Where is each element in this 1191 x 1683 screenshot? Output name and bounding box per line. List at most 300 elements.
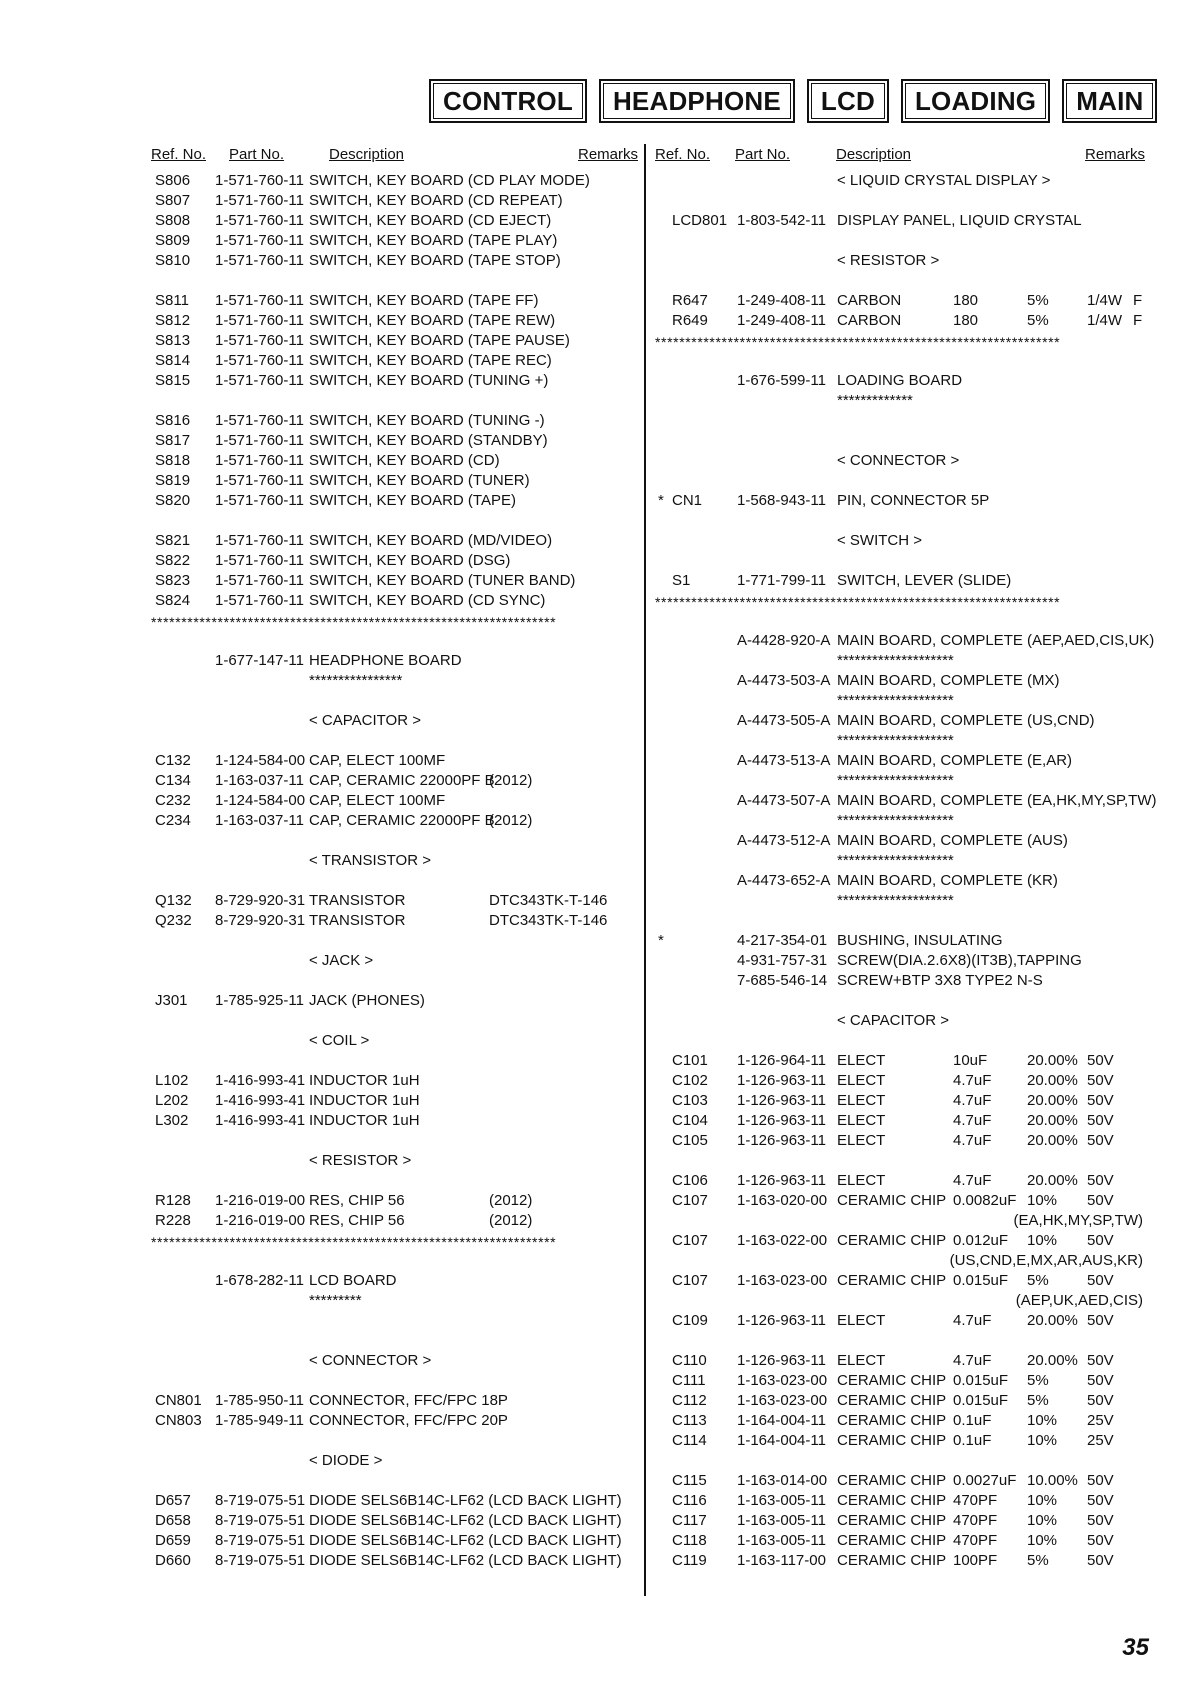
description: **************** (309, 672, 403, 689)
description: ELECT (837, 1352, 886, 1369)
part-no: 1-416-993-41 (215, 1072, 306, 1089)
tolerance: 20.00% (1027, 1172, 1078, 1189)
description: CERAMIC CHIP (837, 1552, 947, 1569)
section-separator: ******************************************************************* (151, 1234, 557, 1250)
parts-row (151, 892, 633, 912)
ref-no: S813 (155, 332, 191, 349)
parts-row (151, 292, 633, 312)
parts-row (151, 1512, 633, 1532)
blank-row (151, 1012, 633, 1032)
part-no: 1-249-408-11 (737, 312, 826, 329)
description: SWITCH, KEY BOARD (TAPE FF) (309, 292, 539, 309)
description-header: Description (836, 146, 912, 163)
value: 4.7uF (953, 1132, 992, 1149)
value: 470PF (953, 1512, 998, 1529)
parts-row (655, 972, 1143, 992)
parts-row (655, 732, 1143, 752)
tolerance: 5% (1027, 292, 1049, 309)
description: DIODE SELS6B14C-LF62 (LCD BACK LIGHT) (309, 1512, 622, 1529)
description: < CAPACITOR > (837, 1012, 949, 1029)
ref-no: C102 (672, 1072, 708, 1089)
rating: 50V (1087, 1272, 1114, 1289)
tolerance: 20.00% (1027, 1052, 1078, 1069)
description: ELECT (837, 1172, 886, 1189)
parts-row (151, 852, 633, 872)
parts-row (151, 1152, 633, 1172)
part-no: 1-416-993-41 (215, 1092, 306, 1109)
rating: 50V (1087, 1112, 1114, 1129)
destination-remark: (AEP,UK,AED,CIS) (1015, 1292, 1143, 1309)
rating: 50V (1087, 1512, 1114, 1529)
left-parts-list (151, 172, 633, 1572)
section-separator: ******************************************************************* (655, 594, 1061, 610)
rating: 50V (1087, 1392, 1114, 1409)
part-no: 1-678-282-11 (215, 1272, 304, 1289)
tab-label: HEADPHONE (603, 83, 791, 119)
blank-row (655, 1152, 1143, 1172)
ref-no: S824 (155, 592, 191, 609)
value: 4.7uF (953, 1172, 992, 1189)
ref-no: C107 (672, 1272, 708, 1289)
ref-no: C116 (672, 1492, 707, 1509)
part-no: 1-163-005-11 (737, 1512, 826, 1529)
value: 4.7uF (953, 1312, 992, 1329)
ref-no: CN801 (155, 1392, 202, 1409)
description: SWITCH, KEY BOARD (TUNER BAND) (309, 572, 576, 589)
description: BUSHING, INSULATING (837, 932, 1003, 949)
description: TRANSISTOR (309, 892, 406, 909)
ref-no: C107 (672, 1192, 708, 1209)
rating: 50V (1087, 1232, 1114, 1249)
part-no: 1-571-760-11 (215, 372, 304, 389)
description: CERAMIC CHIP (837, 1512, 947, 1529)
ref-no: C118 (672, 1532, 707, 1549)
description: SWITCH, KEY BOARD (TAPE REW) (309, 312, 556, 329)
blank-row (655, 992, 1143, 1012)
remarks: (2012) (489, 812, 533, 829)
part-no: 1-124-584-00 (215, 752, 306, 769)
ref-no: R649 (672, 312, 708, 329)
part-no: 1-571-760-11 (215, 472, 304, 489)
description: INDUCTOR 1uH (309, 1072, 420, 1089)
parts-row (151, 712, 633, 732)
description: < JACK > (309, 952, 374, 969)
part-no: 1-126-963-11 (737, 1352, 826, 1369)
ref-no: C115 (672, 1472, 707, 1489)
value: 0.015uF (953, 1372, 1009, 1389)
blank-row (655, 272, 1143, 292)
blank-row (151, 632, 633, 652)
remarks: (2012) (489, 1212, 533, 1229)
blank-row (655, 512, 1143, 532)
description: ************* (837, 392, 913, 409)
part-no: 1-568-943-11 (737, 492, 826, 509)
value: 470PF (953, 1532, 998, 1549)
parts-row (655, 1412, 1143, 1432)
description: JACK (PHONES) (309, 992, 425, 1009)
rating: 50V (1087, 1132, 1114, 1149)
parts-row (151, 572, 633, 592)
value: 0.1uF (953, 1412, 992, 1429)
parts-row (151, 992, 633, 1012)
rating: 50V (1087, 1472, 1114, 1489)
tolerance: 10% (1027, 1512, 1058, 1529)
description: < DIODE > (309, 1452, 383, 1469)
parts-row (655, 1052, 1143, 1072)
ref-no: C110 (672, 1352, 707, 1369)
ref-no: L302 (155, 1112, 189, 1129)
description: CERAMIC CHIP (837, 1472, 947, 1489)
description: CONNECTOR, FFC/FPC 20P (309, 1412, 508, 1429)
value: 0.012uF (953, 1232, 1009, 1249)
part-no: 1-785-949-11 (215, 1412, 304, 1429)
part-no: 1-126-964-11 (737, 1052, 826, 1069)
parts-row (151, 1352, 633, 1372)
part-no: 1-249-408-11 (737, 292, 826, 309)
parts-row (655, 292, 1143, 312)
description: LCD BOARD (309, 1272, 397, 1289)
tab-label: LOADING (905, 83, 1046, 119)
parts-row (151, 1452, 633, 1472)
part-no: 1-571-760-11 (215, 312, 304, 329)
ref-no: S815 (155, 372, 191, 389)
part-no: 1-571-760-11 (215, 452, 304, 469)
ref-no: R647 (672, 292, 708, 309)
blank-row (151, 1172, 633, 1192)
parts-row (151, 912, 633, 932)
parts-row (655, 1532, 1143, 1552)
parts-row (655, 1072, 1143, 1092)
description: ******************** (837, 892, 954, 909)
part-no: 1-571-760-11 (215, 232, 304, 249)
description: SWITCH, KEY BOARD (TUNING -) (309, 412, 545, 429)
description: < COIL > (309, 1032, 370, 1049)
blank-row (655, 472, 1143, 492)
section-tabs (429, 79, 1157, 123)
parts-row (151, 592, 633, 612)
description: CAP, CERAMIC 22000PF B (309, 812, 495, 829)
description: < CONNECTOR > (309, 1352, 432, 1369)
part-no: A-4473-512-A (737, 832, 831, 849)
parts-row (151, 432, 633, 452)
ref-no: C107 (672, 1232, 708, 1249)
tolerance: 10% (1027, 1432, 1058, 1449)
parts-row (655, 872, 1143, 892)
description: < RESISTOR > (837, 252, 940, 269)
description: SWITCH, KEY BOARD (CD REPEAT) (309, 192, 563, 209)
description: SCREW+BTP 3X8 TYPE2 N-S (837, 972, 1043, 989)
blank-row (151, 872, 633, 892)
part-no: 1-416-993-41 (215, 1112, 306, 1129)
parts-row (655, 212, 1143, 232)
parts-row (655, 572, 1143, 592)
blank-row (655, 912, 1143, 932)
part-no: 1-571-760-11 (215, 432, 304, 449)
rating: 50V (1087, 1052, 1114, 1069)
blank-row (151, 1372, 633, 1392)
value: 180 (953, 292, 979, 309)
part-no: A-4473-652-A (737, 872, 831, 889)
right-parts-column (655, 146, 1157, 1572)
rating: 50V (1087, 1352, 1114, 1369)
ref-no: L202 (155, 1092, 189, 1109)
destination-remark: (US,CND,E,MX,AR,AUS,KR) (949, 1252, 1143, 1269)
tab-main (1062, 79, 1157, 123)
description: DIODE SELS6B14C-LF62 (LCD BACK LIGHT) (309, 1532, 622, 1549)
ref-no: S808 (155, 212, 191, 229)
part-no: 1-163-023-00 (737, 1392, 828, 1409)
parts-row (655, 692, 1143, 712)
parts-row (151, 1072, 633, 1092)
parts-row (655, 832, 1143, 852)
tolerance: 10% (1027, 1532, 1058, 1549)
tolerance: 5% (1027, 1392, 1049, 1409)
tab-label: LCD (811, 83, 885, 119)
description: ELECT (837, 1052, 886, 1069)
description: SWITCH, KEY BOARD (TAPE REC) (309, 352, 552, 369)
parts-row (151, 372, 633, 392)
part-no: 1-676-599-11 (737, 372, 826, 389)
part-no: 1-126-963-11 (737, 1072, 826, 1089)
ref-no: S817 (155, 432, 191, 449)
remarks: DTC343TK-T-146 (489, 912, 608, 929)
ref-no: S806 (155, 172, 191, 189)
description: ELECT (837, 1072, 886, 1089)
description: RES, CHIP 56 (309, 1192, 405, 1209)
ref-no: C101 (672, 1052, 708, 1069)
parts-row (151, 212, 633, 232)
part-no: 1-163-023-00 (737, 1372, 828, 1389)
parts-row (151, 472, 633, 492)
parts-row (655, 1132, 1143, 1152)
description: SWITCH, LEVER (SLIDE) (837, 572, 1012, 589)
part-no: 1-163-005-11 (737, 1492, 826, 1509)
parts-row (151, 1292, 633, 1312)
parts-row (151, 792, 633, 812)
destination-note (655, 1212, 1143, 1232)
blank-row (151, 1052, 633, 1072)
parts-row (655, 1172, 1143, 1192)
blank-row (151, 692, 633, 712)
rating: 25V (1087, 1412, 1114, 1429)
blank-row (655, 432, 1143, 452)
ref-no: S807 (155, 192, 191, 209)
blank-row (655, 352, 1143, 372)
parts-row (151, 1392, 633, 1412)
value: 100PF (953, 1552, 998, 1569)
value: 180 (953, 312, 979, 329)
ref-no: Q232 (155, 912, 192, 929)
blank-row (655, 1452, 1143, 1472)
parts-row (655, 172, 1143, 192)
part-no: 1-126-963-11 (737, 1092, 826, 1109)
blank-row (151, 932, 633, 952)
ref-no: D660 (155, 1552, 191, 1569)
parts-row (151, 1272, 633, 1292)
part-no: 8-719-075-51 (215, 1552, 306, 1569)
tolerance: 5% (1027, 312, 1049, 329)
part-no: 1-571-760-11 (215, 352, 304, 369)
remarks: DTC343TK-T-146 (489, 892, 608, 909)
parts-row (655, 1112, 1143, 1132)
ref-no: LCD801 (672, 212, 728, 229)
description: SWITCH, KEY BOARD (TAPE) (309, 492, 516, 509)
ref-no: L102 (155, 1072, 189, 1089)
blank-row (151, 832, 633, 852)
ref-no: C234 (155, 812, 191, 829)
description: CERAMIC CHIP (837, 1372, 947, 1389)
parts-row (655, 1192, 1143, 1212)
parts-row (151, 1492, 633, 1512)
parts-row (655, 1492, 1143, 1512)
part-no: 1-785-925-11 (215, 992, 304, 1009)
parts-row (151, 532, 633, 552)
ref-no: C119 (672, 1552, 707, 1569)
tolerance: 10% (1027, 1412, 1058, 1429)
description: ******************** (837, 772, 954, 789)
part-no: 1-164-004-11 (737, 1412, 826, 1429)
description: SWITCH, KEY BOARD (CD SYNC) (309, 592, 546, 609)
part-no: 1-126-963-11 (737, 1172, 826, 1189)
part-no: 1-163-117-00 (737, 1552, 826, 1569)
description: CARBON (837, 292, 902, 309)
part-no: A-4473-503-A (737, 672, 831, 689)
parts-row (655, 1512, 1143, 1532)
parts-row (151, 352, 633, 372)
part-no: 1-126-963-11 (737, 1312, 826, 1329)
parts-row (151, 492, 633, 512)
tolerance: 5% (1027, 1272, 1049, 1289)
ref-no: C109 (672, 1312, 708, 1329)
parts-row (151, 252, 633, 272)
part-no: 1-677-147-11 (215, 652, 304, 669)
parts-row (151, 192, 633, 212)
parts-row (655, 752, 1143, 772)
description: SWITCH, KEY BOARD (DSG) (309, 552, 511, 569)
tolerance: 20.00% (1027, 1352, 1078, 1369)
parts-row (655, 312, 1143, 332)
ref-no: CN803 (155, 1412, 202, 1429)
description: ******************** (837, 652, 954, 669)
blank-row (151, 272, 633, 292)
ref-no: S814 (155, 352, 191, 369)
tab-loading (901, 79, 1050, 123)
part-no: A-4428-920-A (737, 632, 831, 649)
tolerance: 10% (1027, 1192, 1058, 1209)
parts-row (151, 952, 633, 972)
parts-row (655, 1472, 1143, 1492)
ref-no: S809 (155, 232, 191, 249)
value: 4.7uF (953, 1112, 992, 1129)
remarks-header: Remarks (1085, 146, 1146, 163)
remarks: (2012) (489, 772, 533, 789)
description: SWITCH, KEY BOARD (TAPE PLAY) (309, 232, 558, 249)
parts-row (655, 812, 1143, 832)
tolerance: 20.00% (1027, 1112, 1078, 1129)
part-no-header: Part No. (735, 146, 791, 163)
part-no: 8-719-075-51 (215, 1492, 306, 1509)
part-no: 1-771-799-11 (737, 572, 826, 589)
part-no: 1-126-963-11 (737, 1112, 826, 1129)
rating: 50V (1087, 1072, 1114, 1089)
description: INDUCTOR 1uH (309, 1112, 420, 1129)
ref-no: S816 (155, 412, 191, 429)
description: SWITCH, KEY BOARD (CD EJECT) (309, 212, 552, 229)
tab-lcd (807, 79, 889, 123)
ref-no: S810 (155, 252, 191, 269)
left-column-header (151, 146, 639, 164)
blank-row (151, 1132, 633, 1152)
description: CONNECTOR, FFC/FPC 18P (309, 1392, 508, 1409)
description: CAP, ELECT 100MF (309, 752, 446, 769)
blank-row (151, 392, 633, 412)
description: PIN, CONNECTOR 5P (837, 492, 990, 509)
destination-note (655, 1292, 1143, 1312)
parts-row (151, 172, 633, 192)
parts-row (655, 1092, 1143, 1112)
description: CERAMIC CHIP (837, 1492, 947, 1509)
ref-no: R128 (155, 1192, 191, 1209)
description: RES, CHIP 56 (309, 1212, 405, 1229)
ref-no: C106 (672, 1172, 708, 1189)
ref-no: C103 (672, 1092, 708, 1109)
description: SCREW(DIA.2.6X8)(IT3B),TAPPING (837, 952, 1082, 969)
parts-row (655, 392, 1143, 412)
description: MAIN BOARD, COMPLETE (AEP,AED,CIS,UK) (837, 632, 1155, 649)
blank-row (151, 1332, 633, 1352)
rating: 50V (1087, 1372, 1114, 1389)
page-number: 35 (1122, 1634, 1149, 1661)
part-no: 1-163-023-00 (737, 1272, 828, 1289)
value: 0.0082uF (953, 1192, 1017, 1209)
part-no: A-4473-507-A (737, 792, 831, 809)
parts-row (655, 632, 1155, 652)
parts-row (151, 1112, 633, 1132)
parts-row (655, 952, 1143, 972)
part-no: 8-719-075-51 (215, 1512, 306, 1529)
part-no: 7-685-546-14 (737, 972, 828, 989)
part-no: 1-164-004-11 (737, 1432, 826, 1449)
blank-row (151, 972, 633, 992)
part-no: 8-719-075-51 (215, 1532, 306, 1549)
part-no: 1-163-020-00 (737, 1192, 828, 1209)
parts-row (655, 1272, 1143, 1292)
blank-row (655, 1032, 1143, 1052)
part-no: 1-163-022-00 (737, 1232, 828, 1249)
value: 0.1uF (953, 1432, 992, 1449)
part-no: 1-571-760-11 (215, 572, 304, 589)
description: < SWITCH > (837, 532, 923, 549)
parts-row (655, 1312, 1143, 1332)
parts-row (151, 1552, 633, 1572)
part-no: 1-216-019-00 (215, 1212, 306, 1229)
remarks: (2012) (489, 1192, 533, 1209)
left-parts-column (151, 146, 639, 1572)
description: DISPLAY PANEL, LIQUID CRYSTAL (837, 212, 1082, 229)
description: ******************** (837, 692, 954, 709)
column-divider (644, 144, 646, 1596)
value: 0.015uF (953, 1272, 1009, 1289)
parts-row (655, 772, 1143, 792)
rating: 50V (1087, 1492, 1114, 1509)
ref-no: C114 (672, 1432, 707, 1449)
parts-row (151, 552, 633, 572)
tolerance: 10.00% (1027, 1472, 1078, 1489)
parts-row (151, 1412, 633, 1432)
parts-row (655, 852, 1143, 872)
part-no: 1-216-019-00 (215, 1192, 306, 1209)
description: MAIN BOARD, COMPLETE (KR) (837, 872, 1058, 889)
